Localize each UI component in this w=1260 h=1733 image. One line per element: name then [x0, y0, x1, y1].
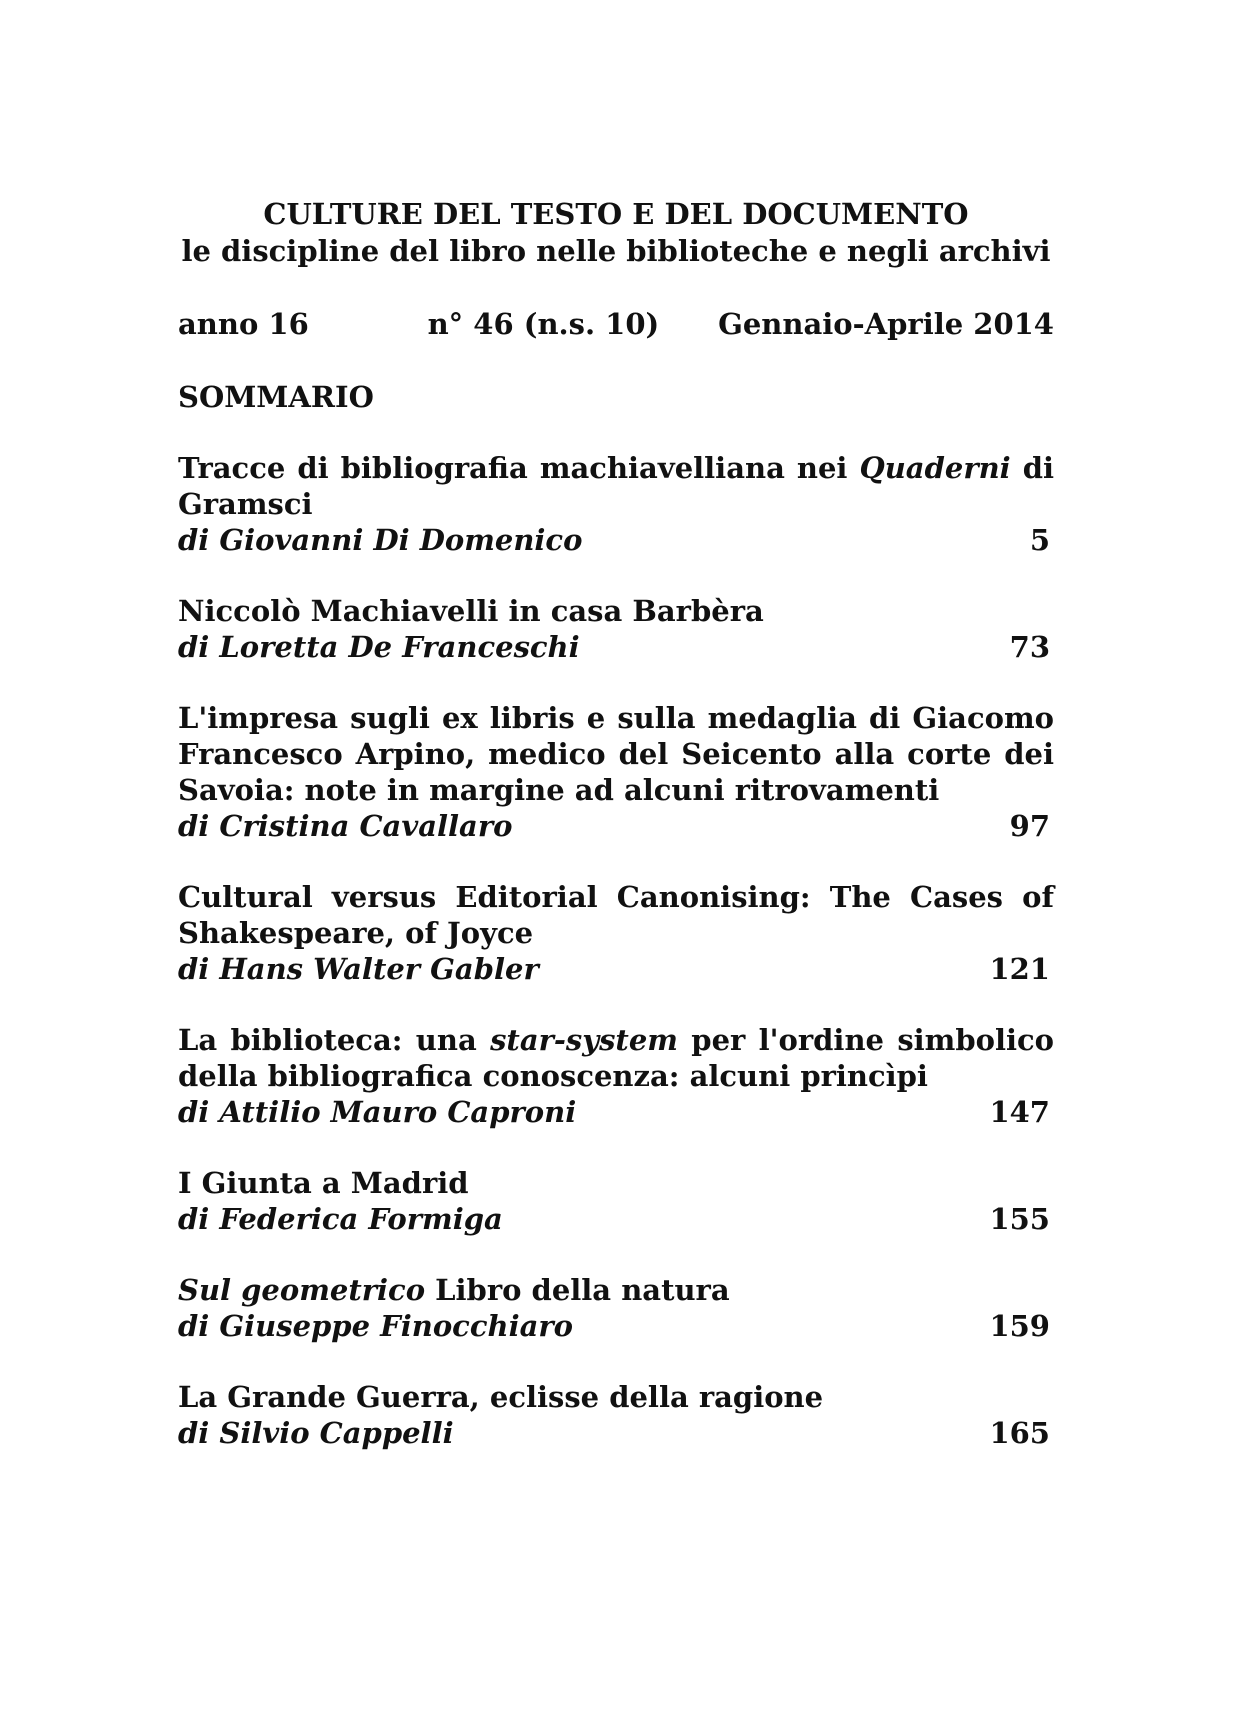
entry-author: di Hans Walter Gabler	[178, 952, 539, 986]
entry-author: di Federica Formiga	[178, 1202, 503, 1236]
entry-author-row	[178, 1201, 1054, 1237]
entry-page-number: 155	[989, 1202, 1050, 1236]
entry-title-text: Tracce di bibliografia machiavelliana nei	[178, 451, 860, 485]
toc-entry	[178, 1272, 1054, 1344]
issue-number: n° 46 (n.s. 10)	[427, 307, 660, 341]
entry-author-row	[178, 808, 1054, 844]
entry-author: di Giovanni Di Domenico	[178, 523, 583, 557]
entry-author-row	[178, 1094, 1054, 1130]
journal-title: CULTURE DEL TESTO E DEL DOCUMENTO	[263, 197, 969, 231]
entry-title	[178, 879, 1054, 951]
toc-entry	[178, 1165, 1054, 1237]
toc-entry	[178, 1022, 1054, 1130]
entry-title-text: La biblioteca: una	[178, 1023, 491, 1057]
entry-list	[178, 450, 1054, 1451]
entry-page-number: 147	[989, 1095, 1050, 1129]
entry-title-text: Niccolò Machiavelli in casa Barbèra	[178, 594, 764, 628]
entry-author-row	[178, 951, 1054, 987]
entry-title-text: per l'ordine simbolico della bibliografica conoscenza: alcuni princìpi	[178, 1023, 1054, 1093]
entry-page-number: 121	[989, 952, 1050, 986]
entry-author: di Attilio Mauro Caproni	[178, 1095, 577, 1129]
journal-header	[178, 196, 1054, 270]
entry-author: di Loretta De Franceschi	[178, 630, 580, 664]
entry-title	[178, 1165, 1054, 1201]
entry-author-row	[178, 1415, 1054, 1451]
section-title: SOMMARIO	[178, 380, 374, 414]
entry-author-row	[178, 629, 1054, 665]
entry-author: di Silvio Cappelli	[178, 1416, 454, 1450]
entry-page-number: 165	[989, 1416, 1050, 1450]
entry-title-italic: Quaderni	[859, 451, 1011, 485]
toc-entry	[178, 450, 1054, 558]
entry-title-text: di Gramsci	[178, 451, 1055, 521]
entry-author: di Giuseppe Finocchiaro	[178, 1309, 573, 1343]
entry-title-text: L'impresa sugli ex libris e sulla medaglia di Giacomo Francesco Arpino, medico del Seicento alla corte dei Savoia: note in margine ad alcuni ritrovamenti	[178, 701, 1054, 807]
entry-title-text: Cultural versus Editorial Canonising: The Cases of Shakespeare, of Joyce	[178, 880, 1054, 950]
toc-entry	[178, 1379, 1054, 1451]
entry-title-text: I Giunta a Madrid	[178, 1166, 469, 1200]
toc-entry	[178, 700, 1054, 844]
entry-title	[178, 1379, 1054, 1415]
entry-title-text: La Grande Guerra, eclisse della ragione	[178, 1380, 824, 1414]
toc-entry	[178, 879, 1054, 987]
entry-author-row	[178, 522, 1054, 558]
entry-title	[178, 593, 1054, 629]
entry-title-italic: Sul geometrico	[178, 1273, 426, 1307]
entry-title	[178, 1272, 1054, 1308]
issue-info	[178, 306, 1054, 343]
entry-page-number: 5	[1029, 523, 1050, 557]
entry-title-italic: star-system	[490, 1023, 678, 1057]
issue-period: Gennaio-Aprile 2014	[718, 307, 1054, 341]
journal-subtitle: le discipline del libro nelle biblioteche e negli archivi	[181, 234, 1051, 268]
entry-page-number: 73	[1009, 630, 1050, 664]
issue-year: anno 16	[178, 307, 309, 341]
entry-author-row	[178, 1308, 1054, 1344]
entry-page-number: 159	[989, 1309, 1050, 1343]
entry-title	[178, 1022, 1054, 1094]
entry-title-text: Libro della natura	[425, 1273, 730, 1307]
entry-title	[178, 700, 1054, 808]
entry-title	[178, 450, 1054, 522]
entry-page-number: 97	[1009, 809, 1050, 843]
table-of-contents	[178, 196, 1054, 1486]
entry-author: di Cristina Cavallaro	[178, 809, 513, 843]
toc-entry	[178, 593, 1054, 665]
